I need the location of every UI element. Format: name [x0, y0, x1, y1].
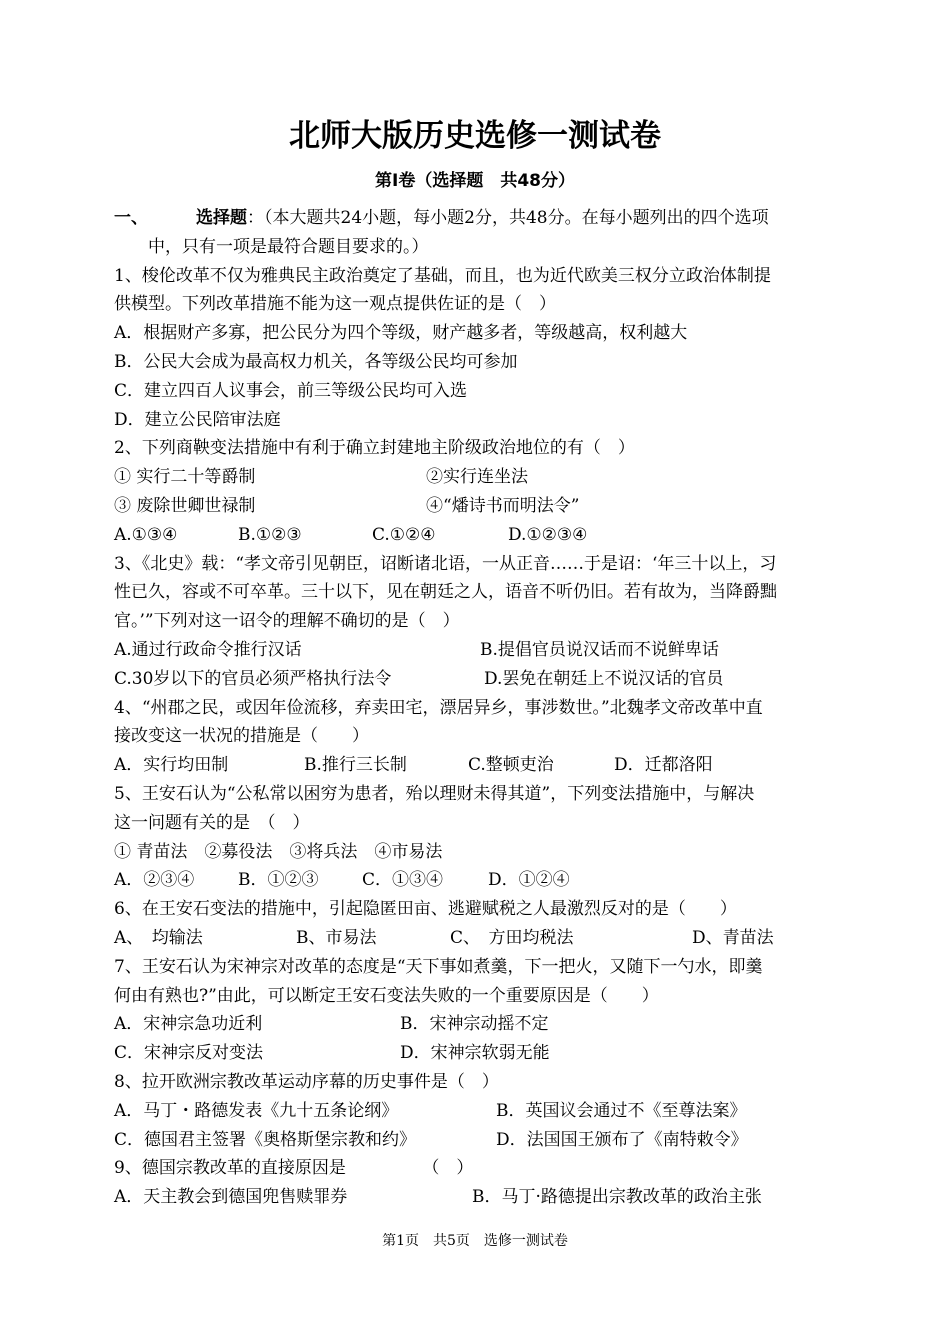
q2-item-3: ③ 废除世卿世禄制	[114, 495, 256, 516]
q3-option-b: B.提倡官员说汉话而不说鲜卑话	[480, 639, 719, 660]
q5-option-b: B．①②③	[238, 870, 319, 891]
q7-stem-1: 7、王安石认为宋神宗对改革的态度是“天下事如煮羹，下一把火，又随下一勺水，即羹	[114, 956, 763, 977]
q9-option-a: A．天主教会到德国兜售赎罪券	[114, 1187, 348, 1208]
q6-option-a: A、 均输法	[114, 927, 203, 948]
q7-option-c: C．宋神宗反对变法	[114, 1043, 264, 1064]
q5-option-c: C．①③④	[362, 870, 444, 891]
q2-item-1: ① 实行二十等爵制	[114, 467, 256, 488]
section-number: 一、	[114, 208, 148, 228]
q2-options	[114, 521, 842, 550]
q8-option-c: C．德国君主签署《奥格斯堡宗教和约》	[114, 1129, 417, 1150]
q1-option-c: C．建立四百人议事会，前三等级公民均可入选	[114, 380, 468, 401]
q2-item-2: ②实行连坐法	[426, 467, 528, 488]
q2-items-row-2	[114, 492, 842, 521]
q3-stem-3: 官。’”下列对这一诏令的理解不确切的是（ ）	[114, 611, 460, 632]
q5-option-a: A．②③④	[114, 870, 195, 891]
q7-option-b: B．宋神宗动摇不定	[400, 1014, 549, 1035]
q6-options	[114, 924, 842, 953]
q4-option-c: C.整顿吏治	[468, 755, 554, 776]
q4-options	[114, 751, 842, 780]
q5-options	[114, 866, 842, 895]
q4-stem-2: 接改变这一状况的措施是（ ）	[114, 726, 369, 747]
q9-option-b: B．马丁·路德提出宗教改革的政治主张	[472, 1187, 762, 1208]
section-intro-b: 中，只有一项是最符合题目要求的。）	[148, 236, 429, 257]
q2-option-b: B.①②③	[238, 524, 302, 545]
q2-option-c: C.①②④	[372, 524, 436, 545]
q1-option-b: B．公民大会成为最高权力机关，各等级公民均可参加	[114, 351, 518, 372]
q7-options-row-2	[114, 1039, 842, 1068]
page-footer: 第1页 共5页 选修一测试卷	[382, 1233, 568, 1249]
q8-option-d: D．法国国王颁布了《南特敕令》	[496, 1129, 748, 1150]
q6-option-d: D、青苗法	[692, 927, 774, 948]
q8-stem: 8、拉开欧洲宗教改革运动序幕的历史事件是（ ）	[114, 1071, 499, 1092]
q2-option-a: A.①③④	[114, 524, 178, 545]
q6-option-b: B、市易法	[296, 927, 377, 948]
page-title: 北师大版历史选修一测试卷	[289, 118, 661, 154]
q1-option-d: D．建立公民陪审法庭	[114, 409, 281, 430]
q6-option-c: C、 方田均税法	[450, 927, 574, 948]
q7-options-row-1	[114, 1010, 842, 1039]
q2-items-row-1	[114, 463, 842, 492]
q3-options-row-1	[114, 636, 842, 665]
q4-option-d: D．迁都洛阳	[614, 755, 713, 776]
q8-options-row-1	[114, 1097, 842, 1126]
section-intro-a: ：（本大题共24小题，每小题2分，共48分。在每小题列出的四个选项	[247, 208, 769, 228]
q3-options-row-2	[114, 665, 842, 694]
exam-content	[114, 204, 842, 1212]
q7-option-d: D．宋神宗软弱无能	[400, 1043, 550, 1064]
q3-stem-1: 3、《北史》载：“孝文帝引见朝臣，诏断诸北语，一从正音……于是诏：‘年三十以上，习	[114, 553, 777, 574]
q8-option-b: B．英国议会通过不《至尊法案》	[496, 1100, 747, 1121]
q6-stem: 6、在王安石变法的措施中，引起隐匿田亩、逃避赋税之人最激烈反对的是（ ）	[114, 899, 737, 920]
q7-stem-2: 何由有熟也?”由此，可以断定王安石变法失败的一个重要原因是（ ）	[114, 985, 659, 1006]
q4-stem-1: 4、“州郡之民，或因年俭流移，弃卖田宅，漂居异乡，事涉数世。”北魏孝文帝改革中直	[114, 697, 763, 718]
q3-option-d: D.罢免在朝廷上不说汉话的官员	[484, 668, 724, 689]
q4-option-a: A．实行均田制	[114, 755, 229, 776]
q2-stem: 2、下列商鞅变法措施中有利于确立封建地主阶级政治地位的有（ ）	[114, 438, 635, 459]
q7-option-a: A．宋神宗急功近利	[114, 1014, 263, 1035]
q5-stem-2: 这一问题有关的是 （ ）	[114, 812, 310, 833]
section-title: 选择题	[196, 208, 247, 228]
q5-stem-1: 5、王安石认为“公私常以困穷为患者，殆以理财未得其道”，下列变法措施中，与解决	[114, 783, 755, 804]
q1-option-a: A．根据财产多寡，把公民分为四个等级，财产越多者，等级越高，权利越大	[114, 323, 688, 344]
q5-items: ① 青苗法 ②募役法 ③将兵法 ④市易法	[114, 841, 443, 862]
q1-stem-2: 供模型。下列改革措施不能为这一观点提供佐证的是（ ）	[114, 294, 556, 315]
q9-options	[114, 1183, 842, 1212]
q9-stem: 9、德国宗教改革的直接原因是 （ ）	[114, 1158, 474, 1179]
paper-subtitle: 第Ⅰ卷（选择题 共48分）	[375, 171, 575, 191]
q3-stem-2: 性已久，容或不可卒革。三十以下，见在朝廷之人，语音不听仍旧。若有故为，当降爵黜	[114, 582, 777, 603]
section-heading	[114, 204, 842, 233]
q2-option-d: D.①②③④	[508, 524, 588, 545]
q8-options-row-2	[114, 1126, 842, 1155]
q3-option-c: C.30岁以下的官员必须严格执行法令	[114, 668, 392, 689]
q1-stem-1: 1、梭伦改革不仅为雅典民主政治奠定了基础，而且，也为近代欧美三权分立政治体制提	[114, 265, 771, 286]
q8-option-a: A．马丁・路德发表《九十五条论纲》	[114, 1100, 399, 1121]
q4-option-b: B.推行三长制	[304, 755, 407, 776]
q2-item-4: ④“燔诗书而明法令”	[426, 495, 580, 516]
q5-option-d: D．①②④	[488, 870, 570, 891]
q3-option-a: A.通过行政命令推行汉话	[114, 639, 302, 660]
